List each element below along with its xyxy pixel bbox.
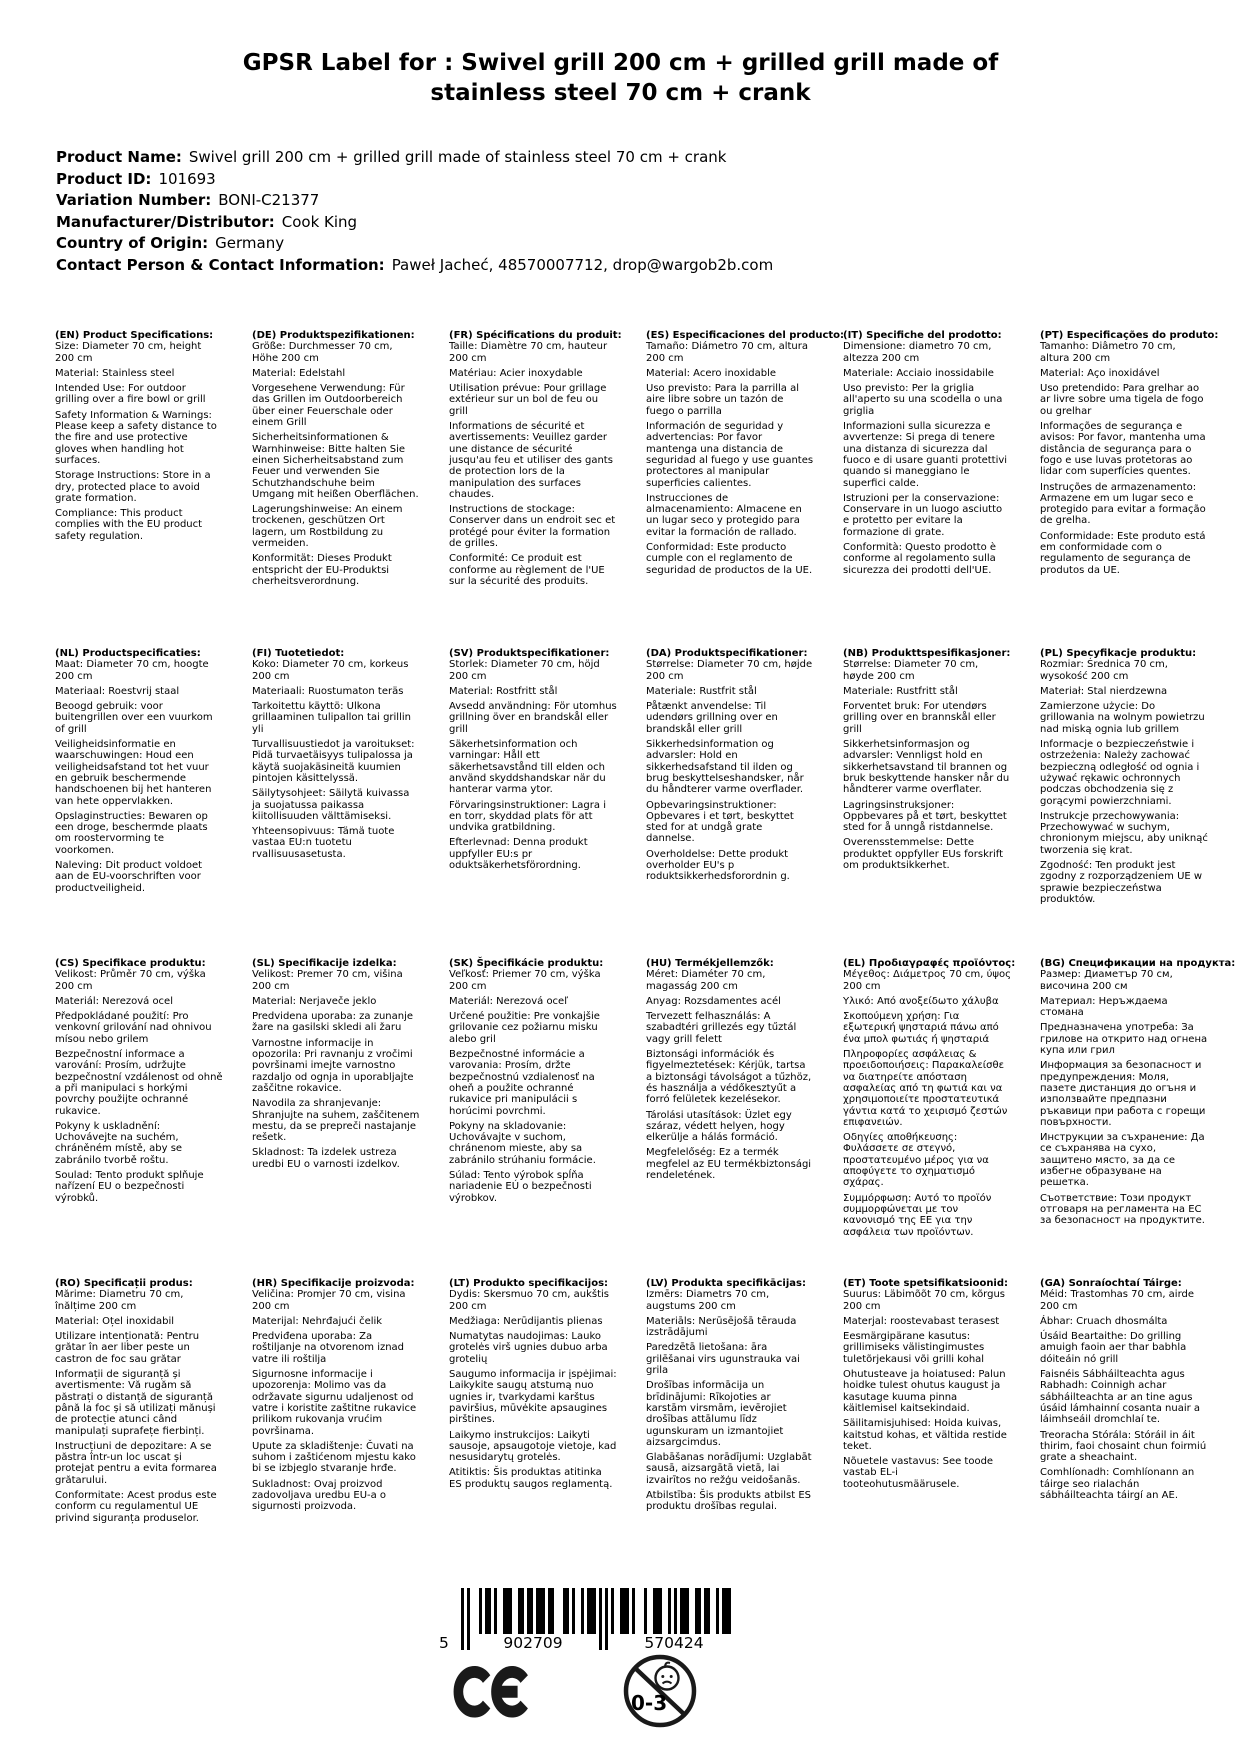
block-header: (ES) Especificaciones del producto: [646, 330, 845, 341]
block-section: Predviđena uporaba: Za roštiljanje na otvorenom iznad vatre ili roštilja [252, 1331, 405, 1365]
block-section: Intended Use: For outdoor grilling over a fire bowl or grill [55, 383, 206, 406]
block-section: Megfelelőség: Ez a termék megfelel az EU termékbiztonsági rendeletének. [646, 1147, 812, 1182]
block-section: Rozmiar: Średnica 70 cm, wysokość 200 cm [1040, 659, 1168, 682]
barcode-bar [461, 1588, 464, 1650]
block-section: Sikkerhetsinformasjon og advarsler: Vennligst hold en sikkerhetsavstand til brannen og bruk beskyttende hansker når du håndterer varme overflater. [843, 739, 1010, 796]
block-section: Sukladnost: Ovaj proizvod zadovoljava uredbu EU-a o sigurnosti proizvoda. [252, 1478, 387, 1513]
page-title: GPSR Label for : Swivel grill 200 cm + grilled grill made of stainless steel 70 cm + crank [242, 50, 999, 106]
block-section: Faisnéis Sábháilteachta agus Rabhadh: Coinnigh achar sábháilteachta ar an tine agus úsáid lámhainní cosanta nuair a láimhseáil dromchlaí te. [1040, 1369, 1201, 1426]
block-section: Opbevaringsinstruktioner: Opbevares i et tørt, beskyttet sted for at undgå grate dannelse. [646, 799, 794, 845]
block-section: Paredzētā lietošana: āra grilēšanai virs ugunstrauka vai grila [646, 1342, 800, 1377]
block-section: Turvallisuustiedot ja varoitukset: Pidä turvaetäisyys tulipalossa ja käytä suojakäsineitä kuumien pintojen käsittelyssä. [252, 739, 415, 784]
info-value: Paweł Jacheć, 48570007712, drop@wargob2b.com [391, 255, 774, 274]
block-section: Sikkerhedsinformation og advarsler: Hold en sikkerhedsafstand til ilden og brug beskyttelseshandsker, når du håndterer varme overflader. [646, 739, 804, 796]
info-value: Germany [215, 234, 285, 252]
block-section: Påtænkt anvendelse: Til udendørs grillning over en brandskål eller grill [646, 701, 778, 735]
block-section: Konformität: Dieses Produkt entspricht der EU-Produktsi cherheitsverordnung. [252, 553, 392, 587]
block-section: Izmērs: Diametrs 70 cm, augstums 200 cm [646, 1289, 770, 1312]
product-info-line [56, 169, 1185, 191]
block-section: Laikymo instrukcijos: Laikyti sausoje, apsaugotoje vietoje, kad nesusidarytų grotelės. [449, 1429, 617, 1464]
info-label: Manufacturer/Distributor: [56, 212, 275, 231]
block-section: Comhlíonadh: Comhlíonann an táirge seo rialachán sábháilteachta táirgí an AE. [1040, 1467, 1195, 1502]
block-section: Πληροφορίες ασφάλειας & προειδοποιήσεις: Παρακαλείσθε να διατηρείτε απόσταση ασφαλείας από τη φωτιά και να χρησιμοποιείτε προστατευτικά γάντια κατά το χειρισμό ζεστών επιφανειών. [843, 1049, 1008, 1128]
info-label: Variation Number: [56, 191, 212, 209]
block-section: Méid: Trastomhas 70 cm, airde 200 cm [1040, 1289, 1195, 1312]
block-header: (SV) Produktspecifikationer: [449, 648, 610, 659]
language-block-da [646, 648, 814, 887]
block-section: Uso pretendido: Para grelhar ao ar livre sobre uma tigela de fogo ou grelhar [1040, 383, 1204, 417]
block-section: Drošības informācija un brīdinājumi: Rīkojoties ar karstām virsmām, ievērojiet drošības attālumu līdz ugunskuram un izmantojiet aizsargcimdus. [646, 1380, 787, 1448]
language-block-pl [1040, 648, 1208, 909]
block-section: Conformidad: Este producto cumple con el reglamento de seguridad de productos de la UE. [646, 542, 813, 576]
block-section: Veľkosť: Priemer 70 cm, výška 200 cm [449, 969, 601, 992]
block-section: Maat: Diameter 70 cm, hoogte 200 cm [55, 659, 209, 682]
barcode-digits-group2: 570424 [644, 1634, 704, 1652]
block-section: Eesmärgipärane kasutus: grillimiseks välistingimustes tuletõrjekausi või grilli kohal [843, 1331, 985, 1365]
block-header: (ET) Toote spetsifikatsioonid: [843, 1278, 1009, 1289]
block-section: Sicherheitsinformationen & Warnhinweise: Bitte halten Sie einen Sicherheitsabstand zum Feuer und verwenden Sie Schutzhandschuhe beim Umgang mit heißen Oberflächen. [252, 432, 419, 500]
block-section: Overensstemmelse: Dette produktet oppfyller EUs forskrift om produktsikkerhet. [843, 837, 1004, 872]
block-section: Bezpečnostní informace a varování: Prosím, udržujte bezpečnostní vzdálenost od ohně a při manipulaci s horkými povrchy použijte ochranné rukavice. [55, 1049, 223, 1117]
block-section: Οδηγίες αποθήκευσης: Φυλάσσετε σε στεγνό, προστατευμένο μέρος για να αποφύγετε το σχηματισμό σχάρας. [843, 1132, 989, 1189]
info-value: Swivel grill 200 cm + grilled grill made of stainless steel 70 cm + crank [188, 148, 727, 166]
block-section: Súlad: Tento výrobok spĺňa nariadenie EÚ o bezpečnosti výrobkov. [449, 1170, 592, 1204]
block-section: Koko: Diameter 70 cm, korkeus 200 cm [252, 659, 409, 682]
block-section: Bezpečnostné informácie a varovania: Prosím, držte bezpečnostnú vzdialenosť na oheň a použite ochranné rukavice pri manipulácii s horúcimi povrchmi. [449, 1049, 595, 1117]
block-section: Beoogd gebruik: voor buitengrillen over een vuurkom of grill [55, 701, 213, 735]
block-section: Zgodność: Ten produkt jest zgodny z rozporządzeniem UE w sprawie bezpieczeństwa produktów. [1040, 860, 1203, 905]
block-section: Yhteensopivuus: Tämä tuote vastaa EU:n tuotetu rvallisuusasetusta. [252, 826, 395, 860]
block-section: Anyag: Rozsdamentes acél [646, 995, 781, 1007]
block-section: Material: Nerjaveče jeklo [252, 995, 377, 1007]
block-header: (NL) Productspecificaties: [55, 648, 201, 659]
product-info-line [56, 147, 1185, 169]
language-block-en [55, 330, 223, 546]
block-section: Instructions de stockage: Conserver dans un endroit sec et protégé pour éviter la formation de grilles. [449, 504, 616, 550]
block-section: Matériau: Acier inoxydable [449, 367, 583, 379]
block-header: (DE) Produktspezifikationen: [252, 330, 415, 341]
block-section: Dydis: Skersmuo 70 cm, aukštis 200 cm [449, 1289, 610, 1312]
block-section: Materiale: Rustfrit stål [646, 685, 757, 697]
block-section: Storage Instructions: Store in a dry, protected place to avoid grate formation. [55, 470, 211, 504]
block-section: Forventet bruk: For utendørs grilling over en brannskål eller grill [843, 701, 996, 735]
block-section: Utilizare intenționată: Pentru grătar în aer liber peste un castron de foc sau grătar [55, 1331, 200, 1365]
block-header: (LV) Produkta specifikācijas: [646, 1278, 806, 1289]
block-row [55, 648, 1235, 958]
baby-face-icon [656, 1663, 679, 1690]
language-block-bg [1040, 958, 1236, 1231]
block-header: (PT) Especificações do produto: [1040, 330, 1219, 341]
block-header: (EN) Product Specifications: [55, 330, 214, 341]
block-section: Съответствие: Този продукт отговаря на регламента на ЕС за безопасност на продуктите. [1040, 1192, 1205, 1227]
block-section: Uso previsto: Para la parrilla al aire libre sobre un tazón de fuego o parrilla [646, 383, 799, 417]
info-label: Product ID: [56, 169, 152, 188]
block-header: (NB) Produkttspesifikasjoner: [843, 648, 1011, 659]
block-header: (LT) Produkto specifikacijos: [449, 1278, 609, 1289]
block-section: Upute za skladištenje: Čuvati na suhom i zaštićenom mjestu kako bi se izbjeglo stvaranje hrđe. [252, 1440, 416, 1475]
info-label: Contact Person & Contact Information: [56, 255, 385, 274]
block-section: Pokyny k uskladnění: Uchovávejte na suchém, chráněném místě, aby se zabránilo tvorbě roštu. [55, 1120, 183, 1166]
block-section: Overholdelse: Dette produkt overholder EU's p roduktsikkerhedsforordnin g. [646, 848, 790, 883]
block-section: Materiaali: Ruostumaton teräs [252, 685, 404, 697]
block-section: Veiligheidsinformatie en waarschuwingen: Houd een veiligheidsafstand tot het vuur en gebruik beschermende handschoenen bij het hanteren van hete oppervlakken. [55, 739, 212, 807]
block-section: Zamierzone użycie: Do grillowania na wolnym powietrzu nad miską ognia lub grillem [1040, 701, 1205, 735]
block-section: Tárolási utasítások: Üzlet egy száraz, védett helyen, hogy elkerülje a hálás formáció. [646, 1109, 792, 1144]
block-section: Tamaño: Diámetro 70 cm, altura 200 cm [646, 341, 808, 364]
block-section: Numatytas naudojimas: Lauko grotelės virš ugnies dubuo arba grotelių [449, 1331, 608, 1365]
age-warning-icon [622, 1653, 698, 1729]
block-section: Efterlevnad: Denna produkt uppfyller EU:s pr oduktsäkerhetsförordning. [449, 837, 588, 872]
block-header: (HU) Termékjellemzők: [646, 958, 774, 969]
block-header: (PL) Specyfikacje produktu: [1040, 648, 1197, 659]
block-section: Suurus: Läbimõõt 70 cm, kõrgus 200 cm [843, 1289, 1006, 1312]
block-section: Conformitate: Acest produs este conform cu regulamentul UE privind siguranța produselor. [55, 1490, 217, 1524]
block-section: Instruções de armazenamento: Armazene em um lugar seco e protegido para evitar a formação de grelha. [1040, 481, 1206, 527]
block-section: Säilitamisjuhised: Hoida kuivas, kaitstud kohas, et vältida restide teket. [843, 1418, 1007, 1452]
block-section: Předpokládané použití: Pro venkovní grilování nad ohnivou mísou nebo grilem [55, 1011, 212, 1045]
block-section: Storlek: Diameter 70 cm, höjd 200 cm [449, 659, 600, 682]
language-block-de [252, 330, 420, 591]
block-header: (SK) Špecifikácie produktu: [449, 958, 604, 969]
block-section: Skladnost: Ta izdelek ustreza uredbi EU o varnosti izdelkov. [252, 1147, 400, 1170]
block-section: Pokyny na skladovanie: Uchovávajte v suchom, chránenom mieste, aby sa zabránilo strúhaniu formácie. [449, 1120, 596, 1166]
block-section: Glabāšanas norādījumi: Uzglabāt sausā, aizsargātā vietā, lai izvairītos no režģu veidošanās. [646, 1452, 812, 1486]
language-block-nl [55, 648, 223, 898]
block-section: Safety Information & Warnings: Please keep a safety distance to the fire and use protective gloves when handling hot surfaces. [55, 409, 217, 466]
block-section: Instrucțiuni de depozitare: A se păstra într-un loc uscat și protejat pentru a evita formarea grătarului. [55, 1440, 217, 1486]
block-section: Méret: Diaméter 70 cm, magasság 200 cm [646, 969, 766, 992]
language-block-hr [252, 1278, 420, 1517]
block-header: (IT) Specifiche del prodotto: [843, 330, 1002, 341]
language-block-it [843, 330, 1011, 580]
language-block-lt [449, 1278, 617, 1494]
block-header: (SL) Specifikacije izdelka: [252, 958, 397, 969]
language-block-hu [646, 958, 814, 1185]
block-row [55, 1278, 1235, 1585]
block-section: Veličina: Promjer 70 cm, visina 200 cm [252, 1289, 406, 1312]
block-row [55, 330, 1235, 648]
product-info-line [56, 212, 1185, 234]
block-section: Υλικό: Από ανοξείδωτο χάλυβα [843, 995, 999, 1007]
block-section: Σκοπούμενη χρήση: Για εξωτερική ψησταριά πάνω από ένα μπολ φωτιάς ή ψησταριά [843, 1011, 999, 1045]
barcode-bar [605, 1588, 608, 1650]
block-section: Informații de siguranță și avertismente: Vă rugăm să păstrați o distanță de siguranță până la foc și să utilizați mănuși de protecție atunci când manipulați suprafețe fierbinți. [55, 1369, 216, 1437]
block-row [55, 958, 1235, 1278]
block-section: Размер: Диаметър 70 см, височина 200 см [1040, 969, 1173, 992]
block-section: Materiál: Nerezová ocel [55, 995, 173, 1007]
product-info-line [56, 255, 1185, 277]
block-section: Materiale: Rustfritt stål [843, 685, 958, 697]
product-info-line [56, 190, 1185, 212]
language-block-cs [55, 958, 223, 1208]
block-section: Material: Edelstahl [252, 367, 346, 379]
barcode-bar [599, 1588, 602, 1650]
age-range-text: 0-3 [631, 1691, 668, 1715]
block-section: Avsedd användning: För utomhus grillning över en brandskål eller grill [449, 701, 617, 735]
block-section: Varnostne informacije in opozorila: Pri ravnanju z vročimi površinami imejte varnostno razdaljo od ognja in uporabljajte zaščitne rokavice. [252, 1037, 414, 1094]
language-block-nb [843, 648, 1011, 875]
block-section: Uso previsto: Per la griglia all'aperto su una scodella o una griglia [843, 383, 1003, 417]
block-section: Lagerungshinweise: An einem trockenen, geschützen Ort lagern, um Rostbildung zu vermeiden. [252, 504, 403, 550]
block-section: Conformité: Ce produit est conforme au règlement de l'UE sur la sécurité des produits. [449, 553, 605, 587]
block-section: Vorgesehene Verwendung: Für das Grillen im Outdoorbereich über einer Feuerschale oder einem Grill [252, 383, 405, 429]
block-section: Lagringsinstruksjoner: Oppbevares på et tørt, beskyttet sted for å unngå ristdannelse. [843, 799, 1007, 834]
barcode-bar [467, 1588, 470, 1650]
block-section: Säkerhetsinformation och varningar: Håll ett säkerhetsavstånd till elden och använd skyddshandskar när du hanterar varma ytor. [449, 739, 606, 796]
block-section: Størrelse: Diameter 70 cm, højde 200 cm [646, 659, 813, 682]
block-section: Tervezett felhasználás: A szabadtéri grillezés egy tűztál vagy grill felett [646, 1011, 797, 1045]
language-block-ro [55, 1278, 223, 1528]
block-section: Určené použitie: Pre vonkajšie grilovanie cez požiarnu misku alebo gril [449, 1011, 600, 1045]
language-block-ga [1040, 1278, 1208, 1505]
block-section: Größe: Durchmesser 70 cm, Höhe 200 cm [252, 341, 393, 364]
block-section: Velikost: Premer 70 cm, višina 200 cm [252, 969, 403, 992]
language-block-fi [252, 648, 420, 864]
block-section: Dimensione: diametro 70 cm, altezza 200 cm [843, 341, 992, 364]
block-section: Conformità: Questo prodotto è conforme al regolamento sulla sicurezza dei prodotti dell'UE. [843, 542, 997, 576]
block-section: Material: Rostfritt stål [449, 685, 558, 697]
block-section: Instrucciones de almacenamiento: Almacene en un lugar seco y protegido para evitar la formación de rallado. [646, 492, 802, 538]
barcode-icon [436, 1588, 746, 1652]
block-section: Informations de sécurité et avertissements: Veuillez garder une distance de sécurité jusqu'au feu et utiliser des gants de protection lors de la manipulation des surfaces chaudes. [449, 421, 613, 500]
block-section: Mărime: Diametru 70 cm, înălțime 200 cm [55, 1289, 184, 1312]
ce-mark-icon [452, 1663, 534, 1721]
block-section: Velikost: Průměr 70 cm, výška 200 cm [55, 969, 206, 992]
language-block-sk [449, 958, 617, 1208]
block-section: Материал: Неръждаема стомана [1040, 995, 1168, 1019]
block-section: Предназначена употреба: За грилове на открито над огнена купа или грил [1040, 1022, 1208, 1057]
block-section: Conformidade: Este produto está em conformidade com o regulamento de segurança de produtos da UE. [1040, 530, 1206, 576]
block-section: Informacje o bezpieczeństwie i ostrzeżenia: Należy zachować bezpieczną odległość od ognia i używać rękawic ochronnych podczas obchodzenia się z gorącymi powierzchniami. [1040, 739, 1200, 807]
block-section: Medžiaga: Nerūdijantis plienas [449, 1315, 603, 1327]
block-section: Predvidena uporaba: za zunanje žare na gasilski skledi ali žaru [252, 1011, 414, 1034]
block-header: (BG) Спецификации на продукта: [1040, 958, 1236, 969]
block-section: Materiaal: Roestvrij staal [55, 685, 180, 697]
block-header: (FR) Spécifications du produit: [449, 330, 622, 341]
block-section: Størrelse: Diameter 70 cm, høyde 200 cm [843, 659, 979, 682]
language-block-sv [449, 648, 617, 875]
block-section: Materiale: Acciaio inossidabile [843, 367, 994, 379]
block-section: Navodila za shranjevanje: Shranjujte na suhem, zaščitenem mestu, da se prepreči nastajanje rešetk. [252, 1098, 420, 1144]
language-block-lv [646, 1278, 814, 1517]
block-section: Ohutusteave ja hoiatused: Palun hoidke tulest ohutus kaugust ja kasutage kuuma pinna käitlemisel kaitsekindaid. [843, 1369, 1006, 1414]
block-section: Materiāls: Nerūsējošā tērauda izstrādājumi [646, 1315, 797, 1339]
age-warning-0-3 [622, 1653, 698, 1733]
language-block-pt [1040, 330, 1219, 580]
block-section: Treoracha Stórála: Stóráil in áit thirim, faoi chosaint chun foirmiú grate a sheachaint. [1040, 1429, 1207, 1464]
block-section: Informazioni sulla sicurezza e avvertenze: Si prega di tenere una distanza di sicurezza dal fuoco e di usare guanti protettivi quando si maneggiano le superfici calde. [843, 421, 1008, 489]
language-block-sl [252, 958, 420, 1174]
block-section: Säilytysohjeet: Säilytä kuivassa ja suojatussa paikassa kiitollisuuden välttämiseksi. [252, 788, 410, 822]
block-section: Instrukcje przechowywania: Przechowywać w suchym, chronionym miejscu, aby uniknąć tworzenia się krat. [1040, 810, 1208, 856]
language-block-es [646, 330, 845, 580]
block-header: (HR) Specifikacije proizvoda: [252, 1278, 415, 1289]
info-value: 101693 [158, 169, 216, 188]
block-section: Materijal: Nehrđajući čelik [252, 1315, 383, 1327]
block-section: Material: Aço inoxidável [1040, 367, 1160, 379]
block-section: Sigurnosne informacije i upozorenja: Molimo vas da održavate sigurnu udaljenost od vatre i koristite zaštitne rukavice prilikom rukovanja vrućim površinama. [252, 1369, 417, 1437]
block-header: (CS) Specifikace produktu: [55, 958, 206, 969]
block-section: Compliance: This product complies with the EU product safety regulation. [55, 508, 203, 542]
info-value: BONI-C21377 [218, 191, 320, 209]
block-header: (RO) Specificații produs: [55, 1278, 193, 1289]
info-label: Product Name: [56, 148, 182, 166]
block-section: Nõuetele vastavus: See toode vastab EL-i tooteohutusmäärusele. [843, 1456, 994, 1490]
block-section: Tamanho: Diâmetro 70 cm, altura 200 cm [1040, 341, 1176, 364]
language-block-et [843, 1278, 1011, 1494]
barcode-digits-group1: 902709 [503, 1634, 563, 1652]
block-section: Informações de segurança e avisos: Por favor, mantenha uma distância de segurança para o fogo e use luvas protetoras ao lidar com superfícies quentes. [1040, 421, 1206, 478]
product-info-line [56, 233, 1185, 255]
block-section: Информация за безопасност и предупреждения: Моля, пазете дистанция до огъня и използвайте предпазни ръкавици при работа с горещи повърхности. [1040, 1060, 1206, 1128]
ce-mark [452, 1663, 534, 1725]
block-section: Istruzioni per la conservazione: Conservare in un luogo asciutto e protetto per evitare la formazione di grate. [843, 492, 1003, 538]
block-section: Biztonsági információk és figyelmeztetések: Kérjük, tartsa a biztonsági távolságot a tűzhöz, és használja a védőkesztyűt a forró felületek kezelésekor. [646, 1049, 812, 1106]
block-section: Soulad: Tento produkt splňuje nařízení EU o bezpečnosti výrobků. [55, 1170, 204, 1204]
language-block-fr [449, 330, 622, 591]
block-section: Μέγεθος: Διάμετρος 70 cm, ύψος 200 cm [843, 969, 1011, 992]
block-section: Size: Diameter 70 cm, height 200 cm [55, 341, 202, 364]
ean-barcode [436, 1588, 746, 1656]
block-section: Materiál: Nerezová oceľ [449, 995, 568, 1007]
block-section: Úsáid Beartaithe: Do grilling amuigh faoin aer thar babhla dóiteáin nó grill [1040, 1331, 1187, 1365]
info-value: Cook King [281, 212, 358, 231]
block-section: Material: Oțel inoxidabil [55, 1315, 175, 1327]
block-section: Opslaginstructies: Bewaren op een droge, beschermde plaats om roostervorming te voorkomen. [55, 810, 208, 856]
block-header: (GA) Sonraíochtaí Táirge: [1040, 1278, 1182, 1289]
block-section: Taille: Diamètre 70 cm, hauteur 200 cm [449, 341, 608, 364]
block-section: Atitiktis: Šis produktas atitinka ES produktų saugos reglamentą. [449, 1467, 613, 1490]
language-block-el [843, 958, 1016, 1242]
product-info [56, 147, 1185, 276]
barcode-digit-left: 5 [439, 1634, 449, 1652]
block-section: Συμμόρφωση: Αυτό το προϊόν συμμορφώνεται με τον κανονισμό της ΕΕ για την ασφάλεια των προϊόντων. [843, 1192, 992, 1238]
block-section: Utilisation prévue: Pour grillage extérieur sur un bol de feu ou grill [449, 383, 607, 417]
block-section: Tarkoitettu käyttö: Ulkona grillaaminen tulipallon tai grillin yli [252, 701, 411, 735]
info-label: Country of Origin: [56, 234, 209, 252]
block-section: Ábhar: Cruach dhosmálta [1040, 1315, 1168, 1327]
block-section: Materjal: roostevabast terasest [843, 1315, 1000, 1327]
block-section: Förvaringsinstruktioner: Lagra i en torr, skyddad plats för att undvika gratbildning. [449, 799, 606, 834]
block-section: Naleving: Dit product voldoet aan de EU-voorschriften voor productveiligheid. [55, 860, 203, 894]
block-header: (EL) Προδιαγραφές προϊόντος: [843, 958, 1016, 969]
block-section: Saugumo informacija ir įspėjimai: Laikykite saugų atstumą nuo ugnies ir, tvarkydami karštus paviršius, mūvėkite apsaugines pirštines. [449, 1369, 617, 1426]
block-header: (FI) Tuotetiedot: [252, 648, 345, 659]
block-section: Información de seguridad y advertencias: Por favor mantenga una distancia de seguridad al fuego y use guantes protectores al manipular superficies calientes. [646, 421, 814, 489]
block-section: Material: Acero inoxidable [646, 367, 777, 379]
block-section: Material: Stainless steel [55, 367, 175, 379]
language-blocks [55, 330, 1235, 1585]
block-section: Atbilstība: Šis produkts atbilst ES produktu drošības regulai. [646, 1490, 812, 1513]
block-section: Materiał: Stal nierdzewna [1040, 685, 1168, 697]
block-section: Инструкции за съхранение: Да се съхранява на сухо, защитено място, за да се избегне образуване на решетка. [1040, 1132, 1205, 1189]
block-header: (DA) Produktspecifikationer: [646, 648, 808, 659]
